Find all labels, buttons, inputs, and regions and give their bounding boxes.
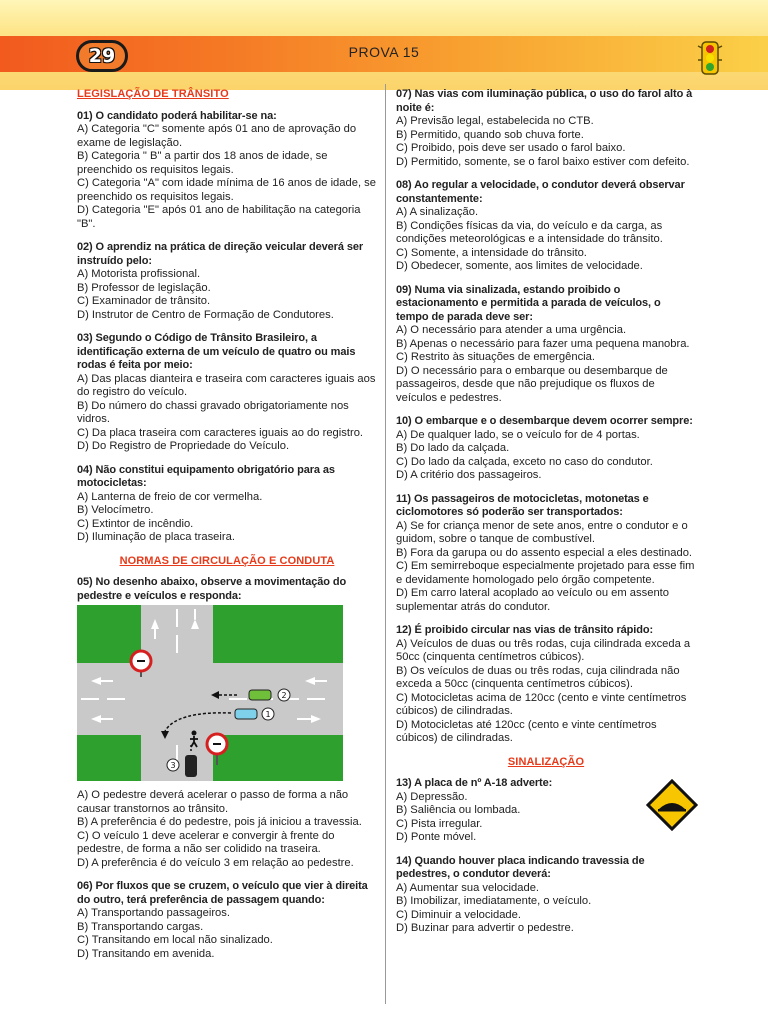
option-a: A) Se for criança menor de sete anos, entre o condutor e o guidom, sobre o tanque de combustível. (396, 519, 688, 545)
option-b: B) Do lado da calçada. (396, 442, 510, 454)
vehicle-1-label: 1 (265, 710, 271, 719)
question-title: 09) Numa via sinalizada, estando proibido o estacionamento e permitida a parada de veículos, o tempo de parada deve ser: (396, 283, 661, 323)
option-b: B) Permitido, quando sob chuva forte. (396, 128, 584, 141)
option-a: A) Veículos de duas ou três rodas, cuja cilindrada exceda a 50cc (cinquenta centímetros cúbicos). (396, 637, 691, 663)
option-a: A) Motorista profissional. (77, 268, 201, 280)
option-d: D) Obedecer, somente, aos limites de velocidade. (396, 260, 643, 272)
option-c: C) Pista irregular. (396, 817, 483, 830)
option-a: A) O necessário para atender a uma urgência. (396, 324, 627, 336)
option-d: D) A critério dos passageiros. (396, 469, 542, 481)
option-d: D) Buzinar para advertir o pedestre. (396, 922, 574, 934)
option-c: C) Motocicletas acima de 120cc (cento e vinte centímetros cúbicos) de cilindradas. (396, 691, 687, 717)
section-title-normas: NORMAS DE CIRCULAÇÃO E CONDUTA (119, 554, 335, 567)
question-07 (396, 88, 696, 169)
question-title: 07) Nas vias com iluminação pública, o uso do farol alto à noite é: (396, 88, 693, 114)
question-title: 11) Os passageiros de motocicletas, motonetas e ciclomotores só poderão ser transportados: (396, 492, 649, 518)
question-04 (77, 464, 377, 545)
option-d: D) Permitido, somente, se o farol baixo estiver com defeito. (396, 155, 690, 168)
section-title-sinalizacao: SINALIZAÇÃO (507, 755, 585, 768)
option-d: D) Motocicletas até 120cc (cento e vinte centímetros cúbicos) de cilindradas. (396, 718, 657, 744)
option-a: A) Das placas dianteira e traseira com caracteres iguais aos do registro do veículo. (77, 372, 376, 398)
question-title: 01) O candidato poderá habilitar-se na: (77, 109, 277, 122)
question-title: 03) Segundo o Código de Trânsito Brasileiro, a identificação externa de um veículo de quatro ou mais rodas é feita por meio: (77, 332, 356, 371)
option-c: C) Somente, a intensidade do trânsito. (396, 246, 587, 259)
vehicle-3-label: 3 (170, 761, 176, 770)
intersection-diagram (77, 605, 343, 781)
question-03 (77, 332, 377, 454)
option-a: A) Depressão. (396, 790, 468, 803)
section-title-legislacao: LEGISLAÇÃO DE TRÂNSITO (77, 88, 229, 100)
traffic-light-icon (694, 36, 726, 78)
option-b: B) A preferência é do pedestre, pois já iniciou a travessia. (77, 816, 362, 828)
question-title: 04) Não constitui equipamento obrigatório para as motocicletas: (77, 463, 335, 489)
column-divider (385, 84, 386, 1004)
question-05 (77, 576, 377, 870)
page-header (0, 0, 768, 90)
option-b: B) Velocímetro. (77, 504, 154, 516)
question-09 (396, 284, 696, 406)
question-14 (396, 855, 696, 936)
right-column (396, 88, 696, 946)
option-b: B) Os veículos de duas ou três rodas, cuja cilindrada não exceda a 50cc (cinquenta centímetros cúbicos). (396, 664, 680, 690)
option-c: C) O veículo 1 deve acelerar e convergir à frente do pedestre, de forma a não ser colidido na traseira. (77, 829, 335, 855)
vehicle-2-label: 2 (281, 691, 287, 700)
question-title: 13) A placa de nº A-18 adverte: (396, 777, 553, 789)
question-06 (77, 880, 377, 961)
option-b: B) Imobilizar, imediatamente, o veículo. (396, 895, 592, 907)
option-a: A) O pedestre deverá acelerar o passo de forma a não causar transtornos ao trânsito. (77, 789, 349, 815)
question-title: 08) Ao regular a velocidade, o condutor deverá observar constantemente: (396, 179, 685, 205)
page-number: 29 (76, 40, 128, 72)
question-11 (396, 493, 696, 615)
question-13 (396, 777, 696, 845)
option-c: C) Categoria "A" com idade mínima de 16 anos de idade, se preenchido os requisitos legais. (77, 177, 376, 203)
option-c: C) Extintor de incêndio. (77, 517, 194, 530)
question-01 (77, 110, 377, 232)
option-c: C) Transitando em local não sinalizado. (77, 934, 273, 946)
option-d: D) Categoria "E" após 01 ano de habilitação na categoria "B". (77, 204, 361, 230)
question-title: 06) Por fluxos que se cruzem, o veículo que vier à direita do outro, terá preferência de passagem quando: (77, 880, 368, 906)
page-title: PROVA 15 (348, 44, 420, 60)
question-title: 14) Quando houver placa indicando travessia de pedestres, o condutor deverá: (396, 854, 645, 880)
option-b: B) Saliência ou lombada. (396, 804, 521, 816)
question-title: 10) O embarque e o desembarque devem ocorrer sempre: (396, 415, 693, 427)
option-b: B) Condições físicas da via, do veículo e da carga, as condições meteorológicas e a intensidade do trânsito. (396, 219, 663, 245)
option-d: D) Ponte móvel. (396, 831, 477, 843)
option-a: A) Previsão legal, estabelecida no CTB. (396, 115, 594, 127)
question-title: 12) É proibido circular nas vias de trânsito rápido: (396, 624, 654, 636)
option-a: A) Transportando passageiros. (77, 907, 230, 919)
option-d: D) Instrutor de Centro de Formação de Condutores. (77, 308, 334, 321)
question-08 (396, 179, 696, 274)
option-b: B) Transportando cargas. (77, 920, 204, 933)
question-02 (77, 241, 377, 322)
question-title: 05) No desenho abaixo, observe a movimentação do pedestre e veículos e responda: (77, 576, 347, 602)
option-d: D) Iluminação de placa traseira. (77, 531, 235, 543)
option-d: D) Do Registro de Propriedade do Veículo. (77, 440, 290, 452)
question-10 (396, 415, 696, 483)
option-a: A) Lanterna de freio de cor vermelha. (77, 490, 263, 503)
option-a: A) A sinalização. (396, 206, 479, 218)
option-b: B) Apenas o necessário para fazer uma pequena manobra. (396, 337, 690, 350)
option-b: B) Professor de legislação. (77, 281, 211, 294)
option-d: D) A preferência é do veículo 3 em relação ao pedestre. (77, 856, 354, 869)
option-d: D) Transitando em avenida. (77, 947, 215, 960)
option-a: A) Aumentar sua velocidade. (396, 881, 540, 894)
option-c: C) Da placa traseira com caracteres iguais ao do registro. (77, 426, 364, 439)
option-b: B) Do número do chassi gravado obrigatoriamente nos vidros. (77, 399, 349, 425)
option-b: B) Fora da garupa ou do assento especial a eles destinado. (396, 546, 693, 559)
question-12 (396, 624, 696, 746)
option-b: B) Categoria " B" a partir dos 18 anos de idade, se preenchido os requisitos legais. (77, 150, 328, 176)
option-c: C) Proibido, pois deve ser usado o farol baixo. (396, 142, 626, 154)
option-c: C) Do lado da calçada, exceto no caso do condutor. (396, 455, 653, 468)
question-title: 02) O aprendiz na prática de direção veicular deverá ser instruído pelo: (77, 241, 364, 267)
option-c: C) Diminuir a velocidade. (396, 908, 521, 921)
left-column (77, 88, 377, 971)
option-a: A) De qualquer lado, se o veículo for de 4 portas. (396, 428, 640, 441)
option-c: C) Em semirreboque especialmente projetado para esse fim e devidamente homologado pelo órgão competente. (396, 560, 695, 586)
option-c: C) Examinador de trânsito. (77, 295, 211, 307)
option-d: D) Em carro lateral acoplado ao veículo ou em assento suplementar atrás do condutor. (396, 587, 669, 613)
option-d: D) O necessário para o embarque ou desembarque de passageiros, desde que não prejudique os fluxos de veículos e pedestres. (396, 364, 668, 404)
speed-bump-warning-sign-icon (646, 779, 698, 831)
option-c: C) Restrito às situações de emergência. (396, 351, 595, 363)
option-a: A) Categoria "C" somente após 01 ano de aprovação do exame de legislação. (77, 123, 357, 149)
